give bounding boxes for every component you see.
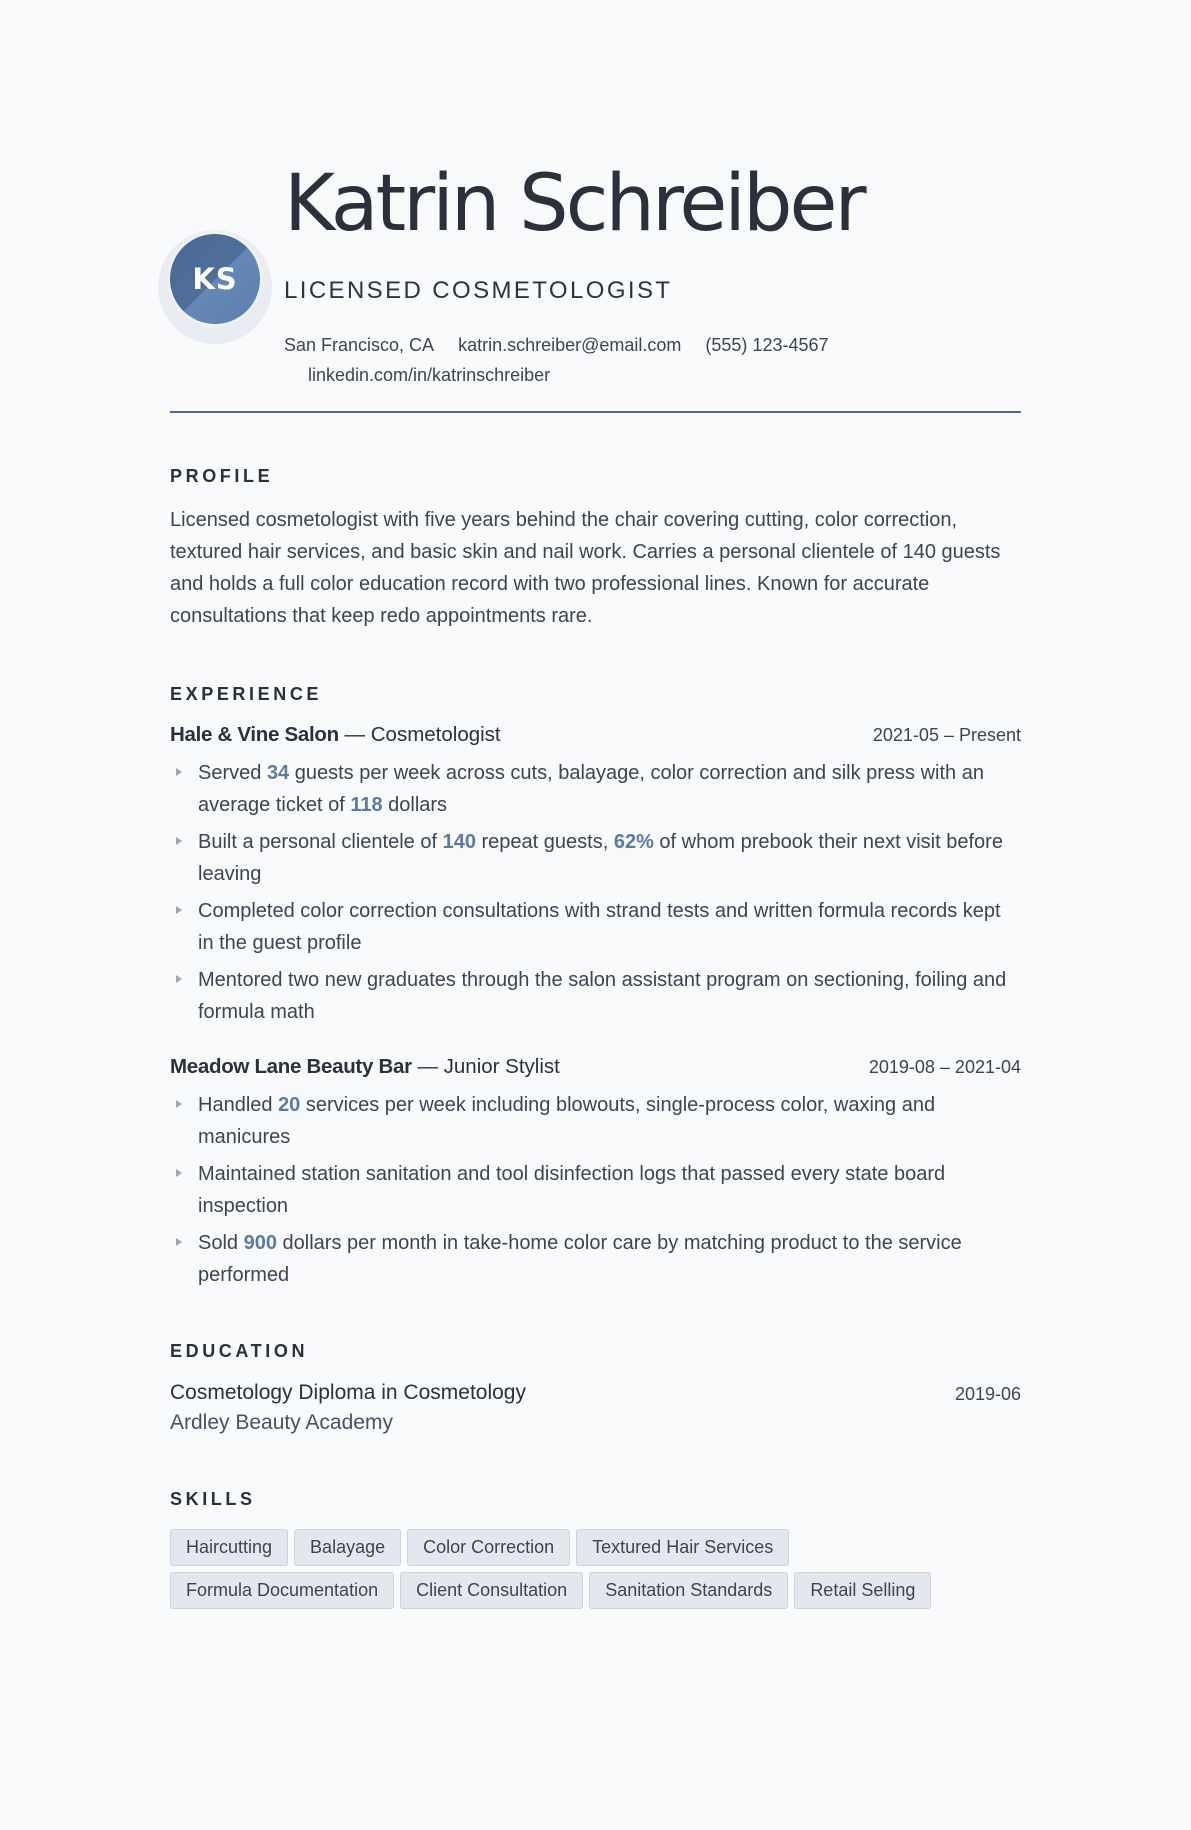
- education-date: 2019-06: [954, 1384, 1021, 1404]
- education-school: Ardley Beauty Academy: [170, 1411, 393, 1434]
- bullet-text: Sold: [198, 1232, 244, 1254]
- job-role: — Cosmetologist: [338, 723, 501, 746]
- skills-row: [170, 1529, 1021, 1566]
- resume-page: [170, 0, 1021, 1600]
- contact-info: [284, 330, 904, 390]
- job-bullets: [170, 757, 1021, 1033]
- section-heading-skills: SKILLS: [170, 1489, 256, 1509]
- bullet-metric: 118: [350, 794, 383, 816]
- bullet-text: repeat guests,: [475, 831, 614, 853]
- bullet-text: dollars per month in take-home color care by matching product to the service performed: [198, 1232, 962, 1286]
- skills-row: [170, 1572, 1021, 1609]
- bullet-arrow-icon: [176, 906, 182, 914]
- job-role: — Junior Stylist: [411, 1055, 560, 1078]
- bullet-arrow-icon: [176, 975, 182, 983]
- bullet-metric: 20: [278, 1094, 301, 1116]
- job-bullets: [170, 1089, 1021, 1296]
- job-dates: 2019-08 – 2021-04: [868, 1057, 1021, 1077]
- bullet-text: of whom prebook their next visit before leaving: [198, 831, 1003, 885]
- job-header: [170, 1055, 1021, 1079]
- job-company: Meadow Lane Beauty Bar: [170, 1055, 412, 1078]
- bullet-metric: 900: [243, 1232, 277, 1254]
- section-heading-profile: PROFILE: [170, 466, 274, 486]
- bullet-text: Served: [198, 762, 267, 784]
- bullet-metric: 34: [266, 762, 290, 784]
- section-heading-education: EDUCATION: [170, 1341, 309, 1361]
- contact-email[interactable]: katrin.schreiber@email.com: [458, 335, 682, 355]
- bullet-text: Mentored two new graduates through the salon assistant program on sectioning, foiling and formula math: [198, 969, 1007, 1023]
- bullet-text: Handled: [198, 1094, 279, 1116]
- contact-linkedin[interactable]: linkedin.com/in/katrinschreiber: [308, 365, 551, 385]
- job-dates: 2021-05 – Present: [872, 725, 1021, 745]
- skill-chip: Textured Hair Services: [576, 1529, 789, 1566]
- candidate-name: Katrin Schreiber: [284, 159, 864, 249]
- contact-location: San Francisco, CA: [284, 335, 435, 355]
- skill-chip: Client Consultation: [400, 1572, 583, 1609]
- skill-chip: Retail Selling: [794, 1572, 931, 1609]
- job-bullet: [170, 757, 1021, 821]
- education-degree: Cosmetology Diploma in Cosmetology: [170, 1381, 526, 1404]
- bullet-text: Maintained station sanitation and tool disinfection logs that passed every state board inspection: [198, 1163, 946, 1217]
- job-bullet: [170, 895, 1021, 959]
- job-bullet: [170, 1089, 1021, 1153]
- bullet-arrow-icon: [176, 1238, 182, 1246]
- bullet-metric: 140: [442, 831, 476, 853]
- skill-chip: Formula Documentation: [170, 1572, 394, 1609]
- profile-summary: Licensed cosmetologist with five years behind the chair covering cutting, color correction, textured hair services, and basic skin and nail work. Carries a personal clientele of 140 guests and holds a full color education record with two professional lines. Known for accurate consultations that keep redo appointments rare.: [170, 509, 1001, 627]
- bullet-text: Built a personal clientele of: [198, 831, 443, 853]
- header-divider: [170, 411, 1021, 413]
- section-heading-experience: EXPERIENCE: [170, 684, 323, 704]
- job-title: LICENSED COSMETOLOGIST: [284, 277, 673, 304]
- job-bullet: [170, 826, 1021, 890]
- bullet-arrow-icon: [176, 1100, 182, 1108]
- bullet-text: services per week including blowouts, single-process color, waxing and manicures: [198, 1094, 936, 1148]
- job-header: [170, 723, 1021, 747]
- bullet-text: Completed color correction consultations with strand tests and written formula records kept in the guest profile: [198, 900, 1001, 954]
- bullet-arrow-icon: [176, 837, 182, 845]
- skill-chip: Color Correction: [407, 1529, 570, 1566]
- contact-phone[interactable]: (555) 123-4567: [705, 335, 829, 355]
- bullet-arrow-icon: [176, 1169, 182, 1177]
- skills-list: [170, 1529, 1021, 1615]
- bullet-text: dollars: [382, 794, 448, 816]
- bullet-metric: 62%: [613, 831, 654, 853]
- avatar: KS: [170, 234, 260, 324]
- job-bullet: [170, 1158, 1021, 1222]
- job-bullet: [170, 1227, 1021, 1291]
- skill-chip: Sanitation Standards: [589, 1572, 788, 1609]
- resume-header: [170, 0, 1021, 413]
- skill-chip: Balayage: [294, 1529, 401, 1566]
- skill-chip: Haircutting: [170, 1529, 288, 1566]
- bullet-text: guests per week across cuts, balayage, color correction and silk press with an average ticket of: [198, 762, 984, 816]
- job-company: Hale & Vine Salon: [170, 723, 339, 746]
- job-bullet: [170, 964, 1021, 1028]
- bullet-arrow-icon: [176, 768, 182, 776]
